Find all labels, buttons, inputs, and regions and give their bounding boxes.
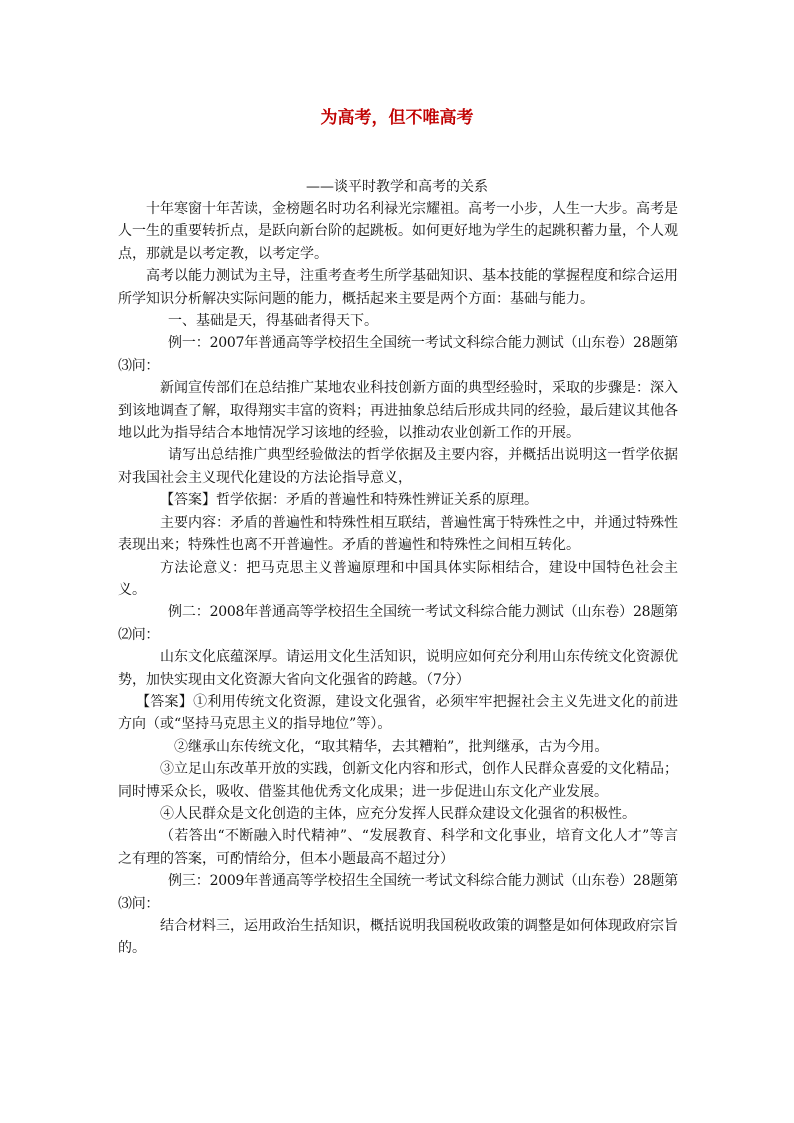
paragraph-intro: 十年寒窗十年苦读，金榜题名时功名利禄光宗耀祖。高考一小步，人生一大步。高考是人一生的重要转折点，是跃向新台阶的起跳板。如何更好地为学生的起跳积蓄力量，个人观点，那就是以考定教，以考定学。 (118, 201, 678, 262)
example-1-answer: 【答案】哲学依据：矛盾的普遍性和特殊性辨证关系的原理。 (160, 492, 538, 509)
example-1-answer-content: 主要内容：矛盾的普遍性和特殊性相互联结，普遍性寓于特殊性之中，并通过特殊性表现出来；特殊性也离不开普遍性。矛盾的普遍性和特殊性之间相互转化。 (118, 514, 678, 554)
document-subtitle: ——谈平时教学和高考的关系 (306, 179, 488, 195)
example-2-question: 山东文化底蕴深厚。请运用文化生活知识，说明应如何充分利用山东传统文化资源优势，加快实现由文化资源大省向文化强省的跨越。（7分） (118, 649, 678, 688)
example-2-answer-2: ②继承山东传统文化，“取其精华，去其糟粕”，批判继承，古为今用。 (174, 738, 609, 755)
example-1-answer-method: 方法论意义：把马克思主义普遍原理和中国具体实际相结合，建设中国特色社会主义。 (118, 559, 678, 598)
example-1-question: 请写出总结推广典型经验做法的哲学依据及主要内容，并概括出说明这一哲学依据对我国社会主义现代化建设的方法论指导意义， (118, 447, 678, 486)
example-2-heading: 例二：2008年普通高等学校招生全国统一考试文科综合能力测试（山东卷）28题第⑵问： (118, 604, 678, 643)
example-2-answer-note: （若答出“不断融入时代精神”、“发展教育、科学和文化事业，培育文化人才”等言之有理的答案，可酌情给分，但本小题最高不超过分） (118, 828, 678, 867)
example-2-answer-3: ③立足山东改革开放的实践，创新文化内容和形式，创作人民群众喜爱的文化精品；同时博采众长，吸收、借鉴其他优秀文化成果；进一步促进山东文化产业发展。 (118, 761, 678, 800)
section-heading-foundation: 一、基础是天，得基础者得天下。 (168, 313, 378, 330)
example-3-question: 结合材料三，运用政治生括知识，概括说明我国税收政策的调整是如何体现政府宗旨的。 (118, 918, 678, 957)
example-3-heading: 例三：2009年普通高等学校招生全国统一考试文科综合能力测试（山东卷）28题第⑶问： (118, 873, 678, 912)
example-2-answer-4: ④人民群众是文化创造的主体，应充分发挥人民群众建设文化强省的积极性。 (160, 805, 636, 822)
document-title: 为高考，但不唯高考 (320, 108, 474, 128)
example-1-heading: 例一：2007年普通高等学校招生全国统一考试文科综合能力测试（山东卷）28题第⑶问： (118, 335, 678, 374)
paragraph-ability: 高考以能力测试为主导，注重考查考生所学基础知识、基本技能的掌握程度和综合运用所学知识分析解决实际问题的能力，概括起来主要是两个方面：基础与能力。 (118, 268, 678, 307)
example-2-answer-1: 【答案】①利用传统文化资源，建设文化强省，必须牢牢把握社会主义先进文化的前进方向（或“坚持马克思主义的指导地位”等）。 (118, 693, 678, 733)
document-body (118, 198, 678, 960)
example-1-material: 新闻宣传部们在总结推广某地农业科技创新方面的典型经验时，采取的步骤是：深入到该地调查了解，取得翔实丰富的资料；再进抽象总结后形成共同的经验，最后建议其他各地以此为指导结合本地情况学习该地的经验，以推动农业创新工作的开展。 (118, 380, 678, 442)
